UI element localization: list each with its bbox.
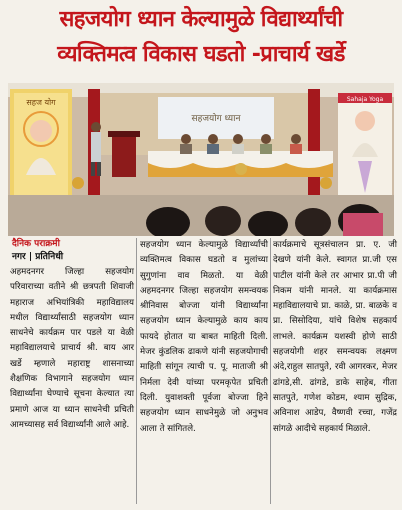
article-column-3: कार्यक्रमाचे सूत्रसंचालन प्रा. ए. जी देखणे यांनी केले. स्वागत प्रा.जी एस पाटील यांनी केले तर आभार प्रा.पी जी निकम यांनी मानले. या कार्यक्रमास महाविद्यालयाचे प्रा. काळे, प्रा. बाळके व प्रा. सिसोदिया, यांचे विशेष सहकार्य लाभले. कार्यक्रम यशस्वी होणे साठी सहजयोगी शहर समन्वयक लक्ष्मण अंदे,राहुल सातपुते, रवी आगरकर, मेजर ढांगडे,सी. ढांगडे, डाके साहेब, गीता सातपुते, गणेश कोडम, श्याम सुद्रिक, अविनाश आडेप, वैष्णवी रच्चा, गजेंद्र सांगळे आदीचे सहकार्य मिळाले. (273, 240, 397, 434)
byline-place: नगर | प्रतिनिधी (12, 252, 64, 262)
byline (12, 238, 136, 264)
article-column-1: अहमदनगर जिल्हा सहजयोग परिवाराच्या वतीने श्री छत्रपती शिवाजी महाराज अभियांत्रिकी महाविद्यालय मधील विद्यार्थ्यांसाठी सहजयोग ध्यान साधनेचे कार्यक्रम पार पडले या वेळी महाविद्यालयाचे प्राचार्य श्री. बाय आर खर्डे म्हणाले महाराष्ट्र शासनाच्या शैक्षणिक विभागाने सहजयोग ध्यान विद्यार्थ्यांना घेण्याचे सूचना केल्यात त्या प्रमाणे आज या ध्यान साधनेची प्रचिती आमच्यासह सर्व विद्यार्थ्यांनी आले आहे. (10, 267, 134, 430)
event-photo (8, 83, 394, 236)
headline-line-2: व्यक्तिमत्व विकास घडतो -प्राचार्य खर्डे (57, 42, 345, 67)
stage-banner-text: सहजयोग ध्यान (191, 114, 241, 124)
headline-line-1: सहजयोग ध्यान केल्यामुळे विद्यार्थ्यांची (59, 7, 343, 32)
right-banner-text: Sahaja Yoga (346, 96, 384, 103)
event-photo-illustration (8, 83, 394, 236)
column-divider (136, 238, 137, 504)
headline (0, 0, 402, 75)
byline-paper: दैनिक पराक्रमी (12, 239, 60, 249)
article-column-2: सहजयोग ध्यान केल्यामुळे विद्यार्थ्यांची व्यक्तिमत्व विकास घडतो व मुलांच्या सुगुणांना वाव मिळतो. या वेळी अहमदनगर जिल्हा सहजयोग समन्वयक श्रीनिवास बोज्जा यांनी विद्यार्थ्यांना सहजयोग ध्यान केल्यामुळे काय काय फायदे होतात या बाबत माहिती दिली. मेजर कुंडलिक ढाकणे यांनी सहजयोगाची माहिती सांगून त्याची प. पू. माताजी श्री निर्मला देवी यांच्या परमकृपेत प्रचिती दिली. युवाशक्ती पूर्वजा बोज्जा हिने सहजयोग ध्यान साधनेमुळे जो अनुभव आला ते सांगितले. (140, 240, 268, 434)
column-divider (270, 238, 271, 504)
left-banner-text: सहज योग (26, 98, 56, 107)
